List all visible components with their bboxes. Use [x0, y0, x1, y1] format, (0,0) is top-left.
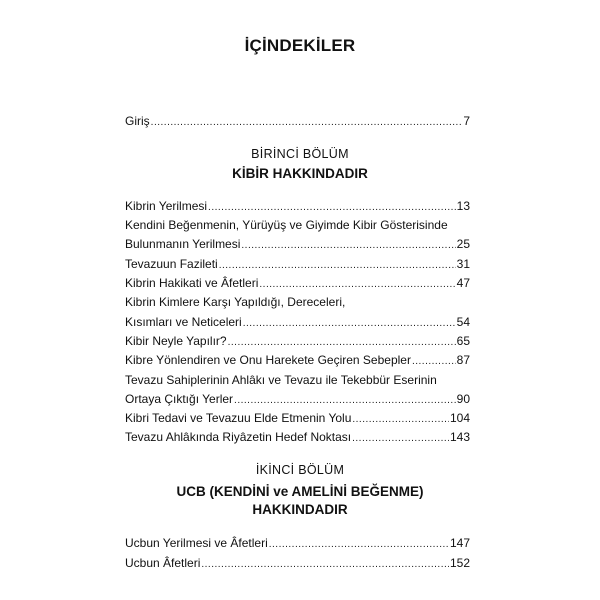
toc-entry-page: 31 — [456, 257, 470, 271]
toc-entry-continued[interactable]: Tevazu Sahiplerinin Ahlâkı ve Tevazu ile Tekebbür Eserinin — [125, 373, 437, 387]
toc-entry[interactable] — [125, 352, 470, 369]
toc-entry[interactable] — [125, 535, 470, 552]
leader-dots — [241, 237, 455, 254]
toc-entry-text: Giriş — [125, 114, 150, 128]
leader-dots — [243, 315, 456, 332]
toc-entry-text: Ucbun Yerilmesi ve Âfetleri — [125, 536, 268, 550]
toc-entry-continued[interactable]: Kendini Beğenmenin, Yürüyüş ve Giyimde Kibir Gösterisinde — [125, 218, 448, 232]
toc-entry[interactable] — [125, 555, 470, 572]
toc-entry-text: Kibrin Hakikati ve Âfetleri — [125, 276, 259, 290]
toc-entry-page: 147 — [449, 536, 470, 550]
page-title: İÇİNDEKİLER — [244, 36, 356, 55]
toc-entry-continued[interactable]: Kibrin Kimlere Karşı Yapıldığı, Dereceleri, — [125, 295, 346, 309]
toc-entry[interactable] — [125, 198, 470, 215]
toc-entry-page: 13 — [456, 199, 470, 213]
toc-entry-page: 104 — [449, 411, 470, 425]
part1-title: KİBİR HAKKINDADIR — [232, 166, 368, 181]
toc-entry[interactable] — [125, 429, 470, 446]
leader-dots — [412, 353, 456, 370]
toc-entry-text: Kibri Tedavi ve Tevazuu Elde Etmenin Yolu — [125, 411, 352, 425]
toc-entry-text: Tevazu Ahlâkında Riyâzetin Hedef Noktası — [125, 430, 352, 444]
leader-dots — [352, 430, 449, 447]
leader-dots — [201, 556, 449, 573]
toc-entry-intro[interactable] — [125, 113, 470, 130]
toc-entry-text: Ucbun Âfetleri — [125, 556, 201, 570]
toc-entry-page: 47 — [456, 276, 470, 290]
leader-dots — [228, 334, 456, 351]
part2-title-line1: UCB (KENDİNİ ve AMELİNİ BEĞENME) — [176, 484, 424, 499]
leader-dots — [234, 392, 456, 409]
toc-entry-text: Kısımları ve Neticeleri — [125, 315, 242, 329]
toc-entry[interactable] — [125, 391, 470, 408]
toc-entry-text: Tevazuun Fazileti — [125, 257, 218, 271]
toc-entry-page: 65 — [456, 334, 470, 348]
toc-entry-page: 54 — [456, 315, 470, 329]
part2-label: İKİNCİ BÖLÜM — [255, 463, 345, 477]
leader-dots — [151, 114, 463, 131]
part1-label: BİRİNCİ BÖLÜM — [251, 147, 349, 161]
toc-entry-page: 90 — [456, 392, 470, 406]
part2-title-line2: HAKKINDADIR — [252, 502, 348, 517]
leader-dots — [208, 199, 456, 216]
toc-entry-text: Kibrin Yerilmesi — [125, 199, 208, 213]
toc-entry-text: Kibir Neyle Yapılır? — [125, 334, 227, 348]
toc-entry[interactable] — [125, 410, 470, 427]
toc-entry[interactable] — [125, 275, 470, 292]
toc-entry[interactable] — [125, 333, 470, 350]
toc-entry-page: 143 — [449, 430, 470, 444]
toc-entry-text: Ortaya Çıktığı Yerler — [125, 392, 234, 406]
toc-entry-page: 87 — [456, 353, 470, 367]
toc-entry-page: 25 — [456, 237, 470, 251]
toc-entry-page: 152 — [449, 556, 470, 570]
toc-entry[interactable] — [125, 256, 470, 273]
toc-entry[interactable] — [125, 236, 470, 253]
leader-dots — [352, 411, 449, 428]
toc-entry[interactable] — [125, 314, 470, 331]
toc-entry-text: Bulunmanın Yerilmesi — [125, 237, 241, 251]
toc-entry-text: Kibre Yönlendiren ve Onu Harekete Geçiren Sebepler — [125, 353, 411, 367]
leader-dots — [219, 257, 456, 274]
leader-dots — [269, 536, 449, 553]
toc-entry-page: 7 — [463, 114, 470, 128]
leader-dots — [259, 276, 455, 293]
